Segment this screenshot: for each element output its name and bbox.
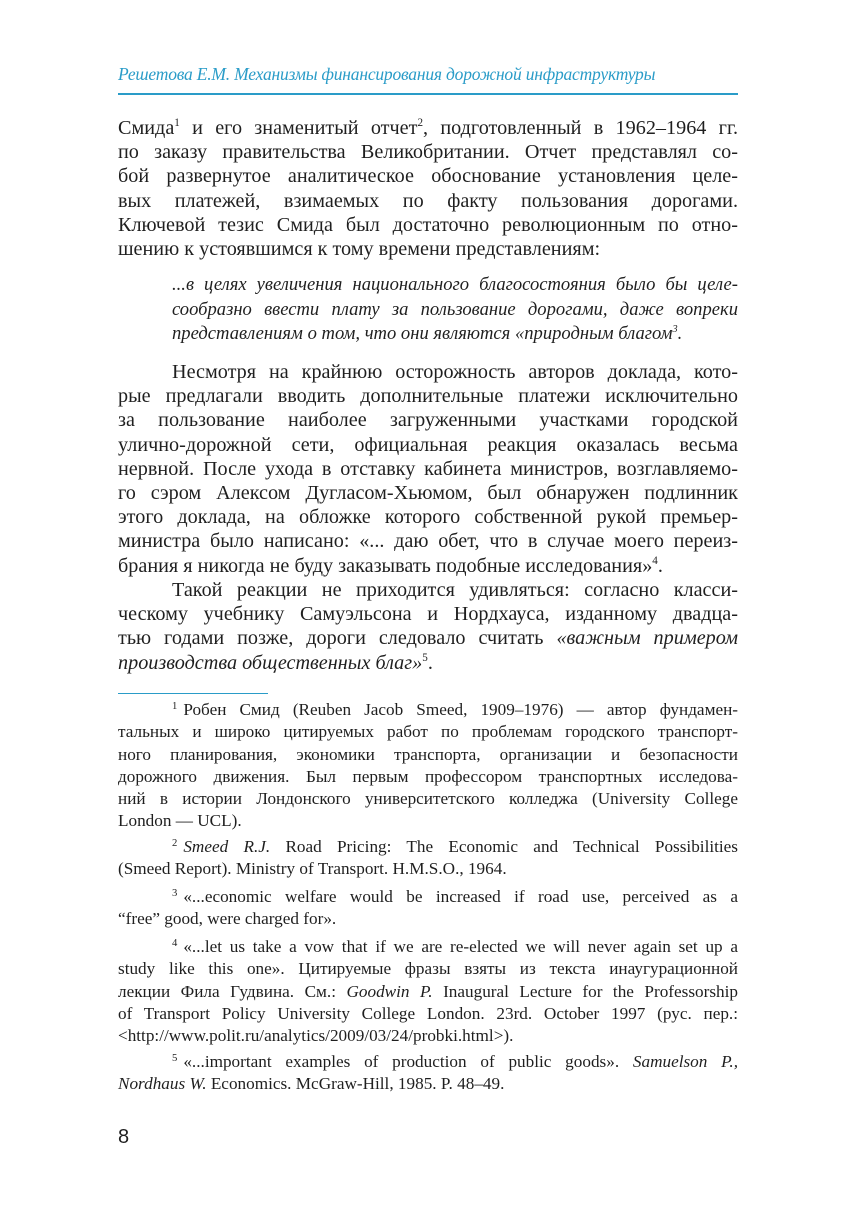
footnote-line: ного планирования, экономики транспорта, организации и безопасности — [118, 744, 738, 764]
text-line: этого доклада, на обложке которого собственной рукой премьер- — [118, 506, 738, 529]
text-line: шению к устоявшимся к тому времени представлениям: — [118, 238, 601, 261]
footnote-1 — [118, 699, 738, 833]
footnote-ref[interactable]: 3 — [672, 323, 678, 335]
text-line: брания я никогда не буду заказывать подобные исследования»$^4$. — [118, 554, 663, 577]
quote-line: ...в целях увеличения национального благосостояния было бы целе- — [172, 274, 738, 295]
footnote-mark: 1 — [172, 700, 178, 712]
quote-line: сообразно ввести плату за пользование дорогами, даже вопреки — [172, 298, 738, 320]
text-line: вых платежей, взимаемых по факту пользования дорогами. — [118, 189, 738, 212]
text-line: Ключевой тезис Смида был достаточно революционным по отно- — [118, 213, 738, 236]
footnote-line: study like this one». Цитируемые фразы взяты из текста инаугурационной — [118, 959, 738, 979]
footnote-4 — [118, 936, 738, 1047]
quote-line: представлениям о том, что они являются «природным благом$^3$. — [172, 323, 683, 344]
text-line: Смида$^1$ и его знаменитый отчет$^2$, подготовленный в 1962–1964 гг. — [118, 117, 738, 139]
footnote-ref[interactable]: 4 — [652, 554, 658, 567]
text-line: ческому учебнику Самуэльсона и Нордхауса, изданному двадца- — [118, 603, 738, 626]
footnote-url-line[interactable]: <http://www.polit.ru/analytics/2009/03/24/probki.html>). — [118, 1026, 514, 1046]
text-line: рые предлагали вводить дополнительные платежи исключительно — [118, 385, 738, 408]
footnote-line: $^5$ «...important examples of production of public goods». Samuelson P., — [172, 1052, 738, 1071]
footnote-line: лекции Фила Гудвина. См.: Goodwin P. Inaugural Lecture for the Professorship — [118, 981, 738, 1001]
footnote-ref[interactable]: 2 — [417, 117, 424, 130]
footnote-line: тальных и широко цитируемых работ по проблемам городского транспорт- — [118, 722, 738, 742]
block-quote — [172, 273, 738, 347]
footnote-separator — [118, 693, 268, 694]
footnote-mark: 2 — [172, 837, 178, 849]
page-number: 8 — [118, 1126, 130, 1148]
paragraph-2 — [118, 360, 738, 578]
footnote-line: $^4$ «...let us take a vow that if we are re-elected we will never again set up a — [172, 937, 738, 956]
footnote-line: Nordhaus W. Economics. McGraw-Hill, 1985. P. 48–49. — [118, 1074, 505, 1094]
footnote-line: of Transport Policy University College London. 23rd. October 1997 (рус. пер.: — [118, 1003, 738, 1023]
text-line: бой развернутое аналитическое обоснование установления целе- — [118, 165, 738, 188]
footnote-line: (Smeed Report). Ministry of Transport. H.M.S.O., 1964. — [118, 859, 507, 879]
footnote-line: ний в истории Лондонского университетского колледжа (University College — [118, 789, 738, 809]
footnote-2 — [118, 836, 738, 881]
footnote-mark: 3 — [172, 887, 178, 899]
footnote-line: $^1$ Робен Смид (Reuben Jacob Smeed, 1909–1976) — автор фундамен- — [172, 700, 738, 719]
text-line: за пользование наиболее загруженными участками городской — [118, 409, 738, 432]
text-line: Такой реакции не приходится удивляться: согласно класси- — [172, 579, 738, 601]
text-line: го сэром Алексом Дугласом-Хьюмом, был обнаружен подлинник — [118, 482, 738, 505]
footnote-mark: 4 — [172, 937, 178, 949]
paragraph-1 — [118, 116, 738, 261]
footnote-line: “free” good, were charged for». — [118, 909, 337, 929]
footnote-3 — [118, 886, 738, 931]
footnote-ref[interactable]: 5 — [422, 651, 428, 664]
footnote-5 — [118, 1051, 738, 1096]
paragraph-3 — [118, 578, 738, 675]
footnote-mark: 5 — [172, 1052, 178, 1064]
text-line: министра было написано: «... даю обет, что в случае моего переиз- — [118, 530, 738, 553]
footnote-line: $^2$ Smeed R.J. Road Pricing: The Economic and Technical Possibilities — [172, 837, 738, 856]
text-line: улично-дорожной сети, официальная реакция оказалась весьма — [118, 433, 738, 456]
footnote-ref[interactable]: 1 — [174, 117, 180, 130]
text-line: по заказу правительства Великобритании. Отчет представлял со- — [118, 141, 738, 164]
footnote-line: дорожного движения. Был первым профессором транспортных исследова- — [118, 766, 738, 786]
header-rule — [118, 93, 738, 95]
footnote-line: London — UCL). — [118, 811, 242, 831]
text-line: тью годами позже, дороги следовало считать «важным примером — [118, 627, 738, 650]
text-line: нервной. После ухода в отставку кабинета министров, возглавляемо- — [118, 457, 738, 480]
footnote-line: $^3$ «...economic welfare would be increased if road use, perceived as a — [172, 887, 738, 906]
running-title: Решетова Е.М. Механизмы финансирования дорожной инфраструктуры — [118, 64, 656, 84]
text-line: Несмотря на крайнюю осторожность авторов доклада, кото- — [172, 361, 738, 383]
text-line: производства общественных благ»$^5$. — [118, 651, 433, 674]
